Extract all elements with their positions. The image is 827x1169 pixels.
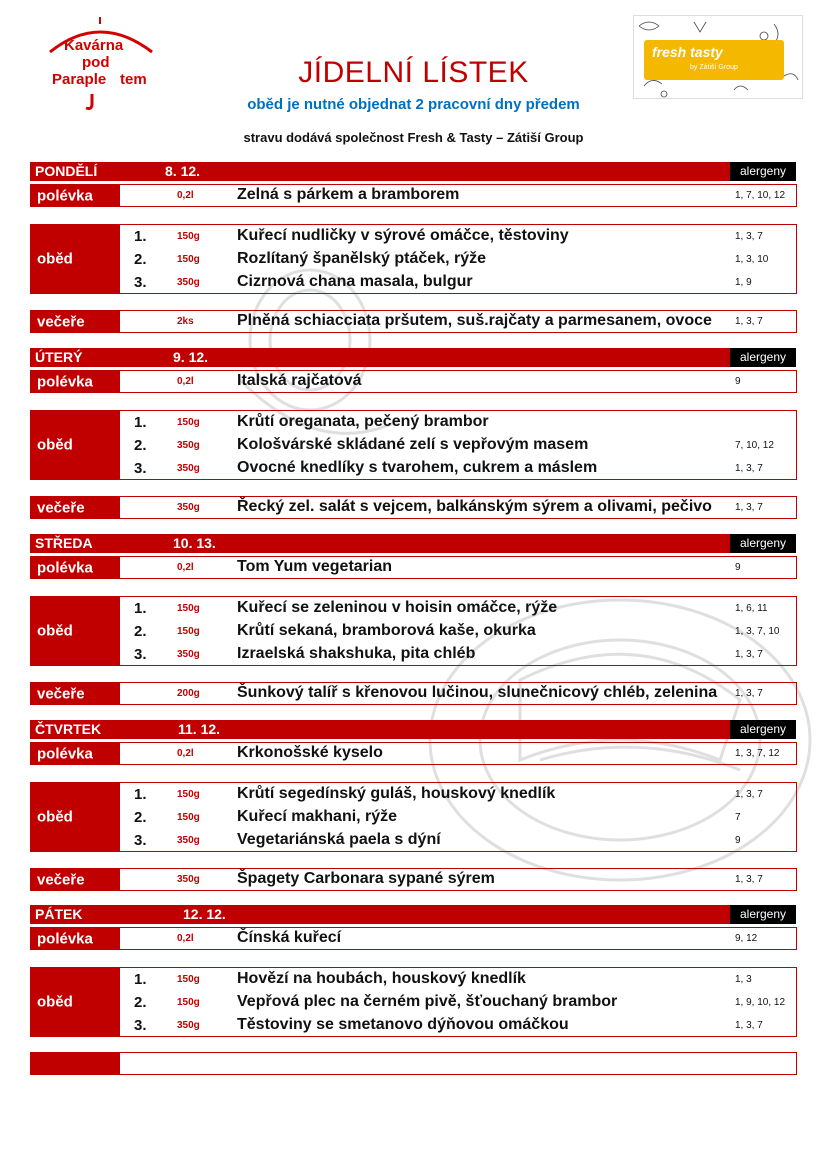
allergen-codes: 1, 3, 7 [735, 231, 763, 242]
soup-row [30, 184, 797, 207]
dish-name: Kuřecí se zeleninou v hoisin omáčce, rýže [237, 599, 558, 616]
allergen-codes: 1, 9 [735, 277, 752, 288]
page-title: JÍDELNÍ LÍSTEK [298, 56, 529, 89]
lunch-option [31, 807, 796, 829]
dish-name: Vegetariánská paela s dýní [237, 831, 441, 848]
allergen-codes: 1, 3, 7 [735, 688, 763, 699]
soup-label: polévka [37, 745, 93, 762]
dish-name: Krůtí sekaná, bramborová kaše, okurka [237, 622, 536, 639]
option-number: 1. [134, 786, 147, 803]
logo-text-line2: pod [82, 54, 110, 71]
portion-size: 200g [177, 688, 200, 699]
day-date: 11. 12. [178, 721, 221, 737]
soup-label: polévka [37, 373, 93, 390]
portion-size: 150g [177, 974, 200, 985]
soup-line [31, 928, 796, 950]
portion-size: 0,2l [177, 933, 194, 944]
dish-name: Cizrnová chana masala, bulgur [237, 273, 473, 290]
lunch-option [31, 226, 796, 248]
lunch-label: oběd [37, 622, 73, 640]
lunch-option [31, 784, 796, 806]
soup-label: polévka [37, 187, 93, 204]
allergen-codes: 1, 6, 11 [735, 603, 768, 614]
brand-sub: by Zátiší Group [690, 64, 738, 71]
dinner-row [30, 1052, 797, 1075]
dinner-row [30, 496, 797, 519]
lunch-option [31, 435, 796, 457]
option-number: 3. [134, 460, 147, 477]
dish-name: Vepřová plec na černém pivě, šťouchaný brambor [237, 993, 618, 1010]
day-date: 12. 12. [183, 906, 226, 922]
dish-name: Čínská kuřecí [237, 929, 342, 946]
day-header [30, 348, 730, 367]
allergen-codes: 1, 3, 7 [735, 502, 763, 513]
dish-name: Kološvárské skládané zelí s vepřovým masem [237, 436, 589, 453]
allergen-codes: 9 [735, 562, 741, 573]
lunch-label: oběd [37, 250, 73, 268]
lunch-block [30, 596, 797, 666]
supplier-logo [633, 15, 803, 99]
allergen-codes: 1, 3, 7, 10 [735, 626, 780, 637]
dinner-label: večeře [37, 313, 85, 330]
portion-size: 150g [177, 231, 200, 242]
dish-name: Špagety Carbonara sypané sýrem [237, 870, 495, 887]
dinner-line [31, 1053, 796, 1075]
dish-name: Krkonošské kyselo [237, 744, 383, 761]
soup-line [31, 557, 796, 579]
day-name: ČTVRTEK [35, 721, 102, 737]
day-header [30, 534, 730, 553]
dish-name: Izraelská shakshuka, pita chléb [237, 645, 476, 662]
lunch-block [30, 410, 797, 480]
dinner-line [31, 869, 796, 891]
portion-size: 150g [177, 417, 200, 428]
dinner-label: večeře [37, 871, 85, 888]
option-number: 2. [134, 994, 147, 1011]
lunch-label: oběd [37, 808, 73, 826]
option-number: 1. [134, 414, 147, 431]
dinner-label: večeře [37, 499, 85, 516]
dish-name: Rozlítaný španělský ptáček, rýže [237, 250, 486, 267]
dish-name: Krůtí oreganata, pečený brambor [237, 413, 489, 430]
dish-name: Kuřecí makhani, rýže [237, 808, 398, 825]
dish-name: Ovocné knedlíky s tvarohem, cukrem a máslem [237, 459, 598, 476]
allergen-codes: 1, 3, 7 [735, 463, 763, 474]
option-number: 2. [134, 809, 147, 826]
allergen-codes: 7 [735, 812, 741, 823]
allergen-codes: 1, 7, 10, 12 [735, 190, 786, 201]
dish-name: Těstoviny se smetanovo dýňovou omáčkou [237, 1016, 569, 1033]
lunch-option [31, 644, 796, 666]
day-name: ÚTERÝ [35, 349, 83, 365]
dinner-line [31, 497, 796, 519]
option-number: 1. [134, 600, 147, 617]
logo-text-line3: Paraple [52, 71, 107, 88]
soup-row [30, 556, 797, 579]
allergen-codes: 9 [735, 835, 741, 846]
allergens-header: alergeny [730, 720, 796, 739]
dish-name: Řecký zel. salát s vejcem, balkánským sýrem a olivami, pečivo [237, 498, 712, 515]
lunch-option [31, 412, 796, 434]
soup-row [30, 927, 797, 950]
allergen-codes: 1, 3, 10 [735, 254, 769, 265]
allergen-codes: 1, 3, 7, 12 [735, 748, 780, 759]
allergen-codes: 9 [735, 376, 741, 387]
portion-size: 350g [177, 874, 200, 885]
dinner-row [30, 868, 797, 891]
lunch-option [31, 1015, 796, 1037]
lunch-option [31, 249, 796, 271]
option-number: 2. [134, 251, 147, 268]
logo-text-line1: Kavárna [64, 37, 124, 54]
day-header [30, 905, 730, 924]
option-number: 3. [134, 1017, 147, 1034]
allergen-codes: 1, 3, 7 [735, 789, 763, 800]
portion-size: 0,2l [177, 562, 194, 573]
soup-label: polévka [37, 559, 93, 576]
lunch-label: oběd [37, 993, 73, 1011]
allergen-codes: 7, 10, 12 [735, 440, 774, 451]
allergen-codes: 1, 3, 7 [735, 316, 763, 327]
soup-line [31, 371, 796, 393]
dish-name: Tom Yum vegetarian [237, 558, 393, 575]
dinner-line [31, 311, 796, 333]
dinner-label: večeře [37, 685, 85, 702]
portion-size: 350g [177, 463, 200, 474]
dish-name: Šunkový talíř s křenovou lučinou, slunečnicový chléb, zelenina [237, 684, 718, 701]
lunch-option [31, 969, 796, 991]
allergens-header: alergeny [730, 534, 796, 553]
day-header [30, 162, 730, 181]
allergens-header: alergeny [730, 162, 796, 181]
allergen-codes: 9, 12 [735, 933, 758, 944]
logo-text-line3b: tem [120, 71, 147, 88]
dish-name: Kuřecí nudličky v sýrové omáčce, těstoviny [237, 227, 569, 244]
lunch-option [31, 272, 796, 294]
portion-size: 350g [177, 835, 200, 846]
portion-size: 0,2l [177, 190, 194, 201]
dinner-line [31, 683, 796, 705]
day-name: PÁTEK [35, 906, 83, 922]
lunch-option [31, 598, 796, 620]
option-number: 1. [134, 228, 147, 245]
lunch-option [31, 830, 796, 852]
lunch-label: oběd [37, 436, 73, 454]
supplier-note: stravu dodává společnost Fresh & Tasty – Zátiší Group [243, 130, 584, 145]
lunch-option [31, 458, 796, 480]
option-number: 3. [134, 274, 147, 291]
day-name: STŘEDA [35, 535, 93, 551]
dish-name: Hovězí na houbách, houskový knedlík [237, 970, 526, 987]
portion-size: 350g [177, 1020, 200, 1031]
portion-size: 350g [177, 649, 200, 660]
portion-size: 350g [177, 440, 200, 451]
allergen-codes: 1, 3 [735, 974, 752, 985]
lunch-block [30, 224, 797, 294]
portion-size: 150g [177, 626, 200, 637]
allergens-header: alergeny [730, 348, 796, 367]
soup-label: polévka [37, 930, 93, 947]
portion-size: 0,2l [177, 748, 194, 759]
portion-size: 350g [177, 502, 200, 513]
day-date: 9. 12. [173, 349, 209, 365]
portion-size: 150g [177, 812, 200, 823]
allergen-codes: 1, 9, 10, 12 [735, 997, 786, 1008]
portion-size: 150g [177, 789, 200, 800]
portion-size: 0,2l [177, 376, 194, 387]
dinner-row [30, 310, 797, 333]
dish-name: Plněná schiacciata pršutem, suš.rajčaty a parmesanem, ovoce [237, 312, 712, 329]
option-number: 3. [134, 832, 147, 849]
option-number: 2. [134, 437, 147, 454]
option-number: 2. [134, 623, 147, 640]
allergen-codes: 1, 3, 7 [735, 649, 763, 660]
portion-size: 150g [177, 997, 200, 1008]
soup-row [30, 742, 797, 765]
brand-name: fresh tasty [652, 44, 723, 60]
portion-size: 350g [177, 277, 200, 288]
dinner-row [30, 682, 797, 705]
day-date: 10. 13. [173, 535, 216, 551]
day-date: 8. 12. [165, 163, 201, 179]
allergens-header: alergeny [730, 905, 796, 924]
option-number: 1. [134, 971, 147, 988]
lunch-block [30, 782, 797, 852]
allergen-codes: 1, 3, 7 [735, 874, 763, 885]
day-name: PONDĚLÍ [35, 163, 98, 179]
order-notice: oběd je nutné objednat 2 pracovní dny předem [247, 96, 580, 113]
dish-name: Italská rajčatová [237, 372, 362, 389]
day-header [30, 720, 730, 739]
option-number: 3. [134, 646, 147, 663]
dish-name: Krůtí segedínský guláš, houskový knedlík [237, 785, 556, 802]
portion-size: 150g [177, 254, 200, 265]
lunch-option [31, 992, 796, 1014]
soup-row [30, 370, 797, 393]
portion-size: 2ks [177, 316, 194, 327]
lunch-block [30, 967, 797, 1037]
portion-size: 150g [177, 603, 200, 614]
dish-name: Zelná s párkem a bramborem [237, 186, 460, 203]
soup-line [31, 185, 796, 207]
soup-line [31, 743, 796, 765]
lunch-option [31, 621, 796, 643]
allergen-codes: 1, 3, 7 [735, 1020, 763, 1031]
